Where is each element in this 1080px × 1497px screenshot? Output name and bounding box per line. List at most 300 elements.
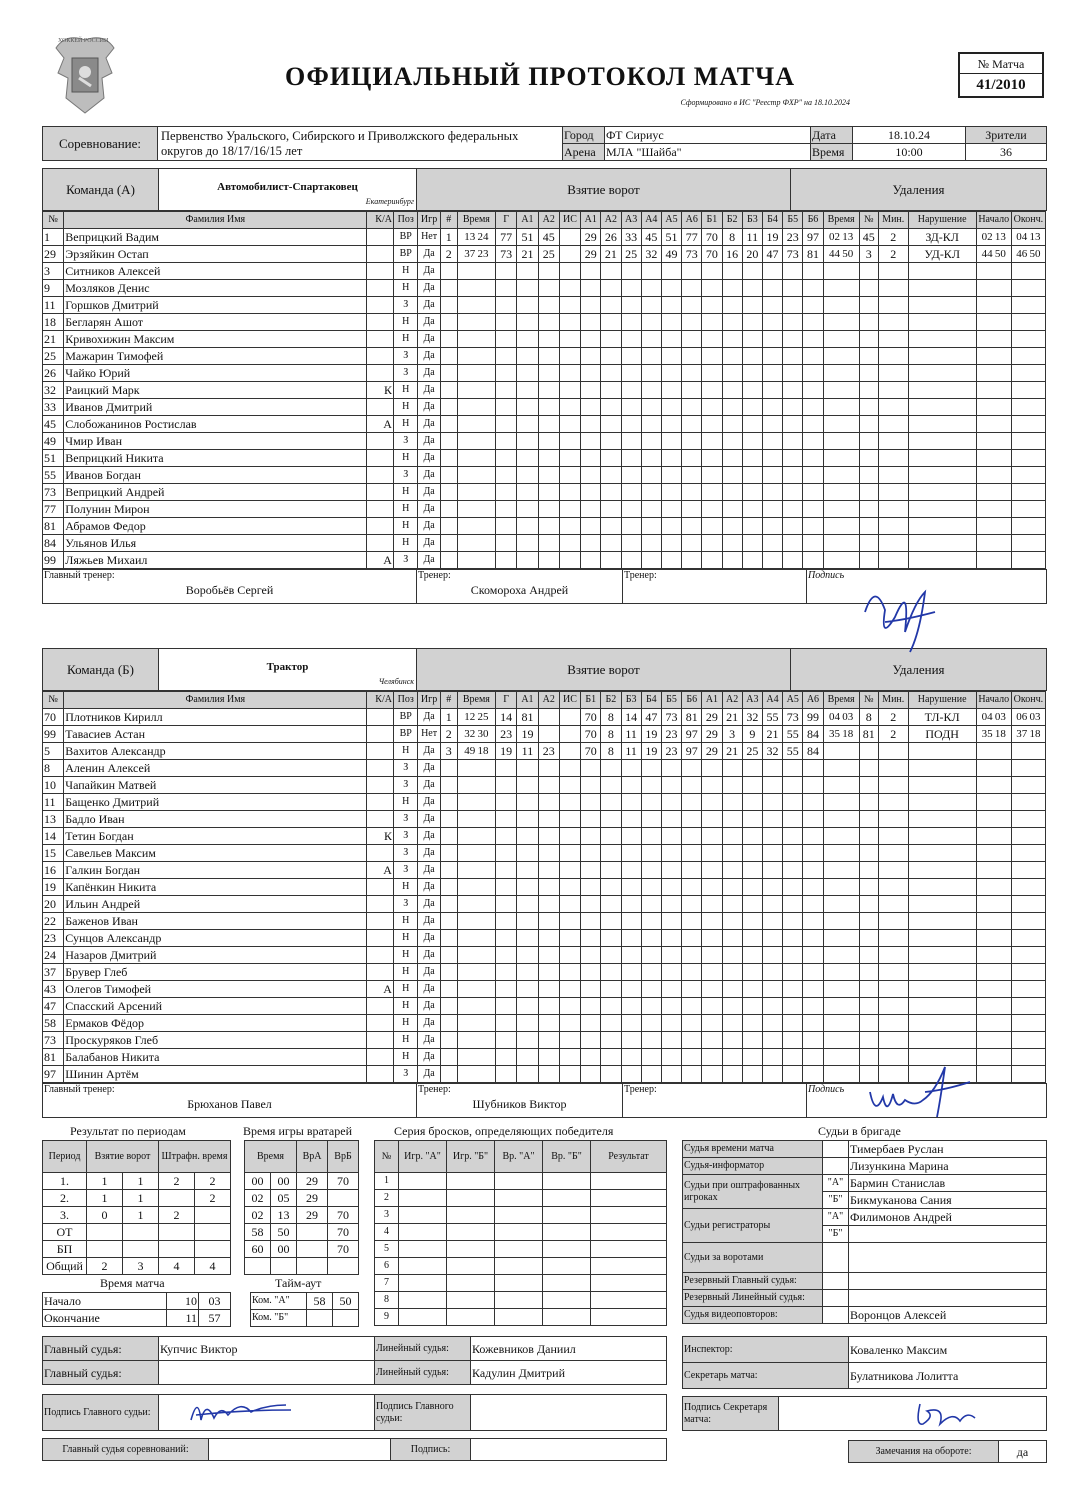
goal-cell: 8: [601, 743, 621, 760]
signature-secretary-icon: [905, 1396, 985, 1432]
goal-cell: [457, 896, 495, 913]
goal-cell: 19: [641, 743, 661, 760]
player-position: З: [393, 896, 417, 913]
penalty-cell: [823, 263, 859, 280]
column-header: Фамилия Имя: [64, 212, 367, 229]
gk-cell: 70: [328, 1241, 359, 1258]
goal-cell: [559, 760, 580, 777]
player-number: 43: [43, 981, 64, 998]
timeout-title: Тайм-аут: [275, 1276, 322, 1290]
penalty-cell: [878, 947, 908, 964]
end-label: Окончание: [43, 1310, 167, 1327]
goal-cell: [538, 331, 559, 348]
goal-cell: [621, 794, 641, 811]
player-position: Н: [393, 331, 417, 348]
penalty-cell: [823, 297, 859, 314]
goal-cell: [762, 981, 782, 998]
penalty-cell: [823, 331, 859, 348]
goal-cell: [559, 845, 580, 862]
goal-cell: [783, 964, 803, 981]
arena-label: Арена: [563, 144, 605, 161]
period-cell: [87, 1241, 123, 1258]
goal-cell: [803, 399, 823, 416]
goal-cell: [538, 947, 559, 964]
player-role: [367, 845, 394, 862]
penalty-cell: 8: [859, 709, 878, 726]
match-number-box: [958, 52, 1044, 98]
goal-cell: 81: [517, 709, 538, 726]
penalty-cell: [1011, 314, 1045, 331]
player-row: [43, 399, 1046, 416]
goal-cell: [517, 1015, 538, 1032]
shootout-cell: [591, 1190, 667, 1207]
player-row: [43, 845, 1046, 862]
official-name: [849, 1290, 1047, 1307]
team-label: Команда (Б): [43, 649, 159, 691]
goal-cell: [661, 845, 681, 862]
player-role: [367, 879, 394, 896]
goal-cell: 1: [440, 229, 457, 246]
column-header: №: [859, 212, 878, 229]
goal-cell: [742, 535, 762, 552]
goal-cell: [440, 828, 457, 845]
city-value: ФТ Сириус: [605, 127, 811, 144]
player-position: ВР: [393, 229, 417, 246]
column-header: А2: [538, 212, 559, 229]
goal-cell: [496, 416, 517, 433]
goal-cell: [722, 862, 742, 879]
goal-cell: [601, 501, 621, 518]
penalty-cell: [878, 263, 908, 280]
goal-cell: [621, 828, 641, 845]
goal-cell: [661, 981, 681, 998]
shootout-cell: [399, 1309, 447, 1326]
competition-label: Соревнование:: [43, 127, 158, 161]
goal-cell: [559, 263, 580, 280]
player-role: [367, 777, 394, 794]
official-side: [823, 1141, 849, 1158]
goal-cell: [457, 794, 495, 811]
goal-cell: 32: [762, 743, 782, 760]
penalty-cell: [976, 998, 1011, 1015]
goal-cell: [601, 1049, 621, 1066]
goal-cell: [496, 947, 517, 964]
goal-cell: [803, 879, 823, 896]
spectators-label: Зрители: [966, 127, 1047, 144]
player-name: Бащенко Дмитрий: [64, 794, 367, 811]
penalty-cell: [1011, 811, 1045, 828]
player-position: З: [393, 845, 417, 862]
column-header: #: [440, 212, 457, 229]
player-role: [367, 297, 394, 314]
player-position: З: [393, 1066, 417, 1083]
goal-cell: [783, 365, 803, 382]
goal-cell: 8: [601, 726, 621, 743]
player-position: З: [393, 467, 417, 484]
start-min: 03: [199, 1293, 231, 1310]
goal-cell: [641, 828, 661, 845]
penalty-cell: [823, 845, 859, 862]
penalty-cell: [878, 777, 908, 794]
goal-cell: [742, 416, 762, 433]
goal-cell: [621, 399, 641, 416]
player-position: Н: [393, 794, 417, 811]
end-hour: 11: [167, 1310, 199, 1327]
column-header: №: [859, 692, 878, 709]
penalty-cell: [1011, 484, 1045, 501]
goal-cell: [559, 280, 580, 297]
goal-cell: [661, 263, 681, 280]
player-row: [43, 263, 1046, 280]
secretary-label: Секретарь матча:: [683, 1363, 849, 1389]
time-label: Время: [811, 144, 853, 161]
goal-cell: [762, 331, 782, 348]
penalty-cell: [859, 947, 878, 964]
goal-cell: [722, 828, 742, 845]
shootout-cell: [591, 1173, 667, 1190]
shootout-cell: [399, 1173, 447, 1190]
goal-cell: [559, 794, 580, 811]
goal-cell: [457, 998, 495, 1015]
goal-cell: [742, 828, 762, 845]
goal-cell: [457, 862, 495, 879]
penalty-cell: [823, 862, 859, 879]
goal-cell: [581, 467, 601, 484]
periods-title: Результат по периодам: [70, 1124, 186, 1138]
player-name: Спасский Арсений: [64, 998, 367, 1015]
penalty-cell: [878, 365, 908, 382]
goal-cell: [601, 552, 621, 569]
gk-cell: 02: [245, 1190, 271, 1207]
gk-row: [245, 1241, 359, 1258]
goal-cell: [783, 947, 803, 964]
goal-cell: [538, 777, 559, 794]
penalty-cell: [976, 896, 1011, 913]
goal-cell: [621, 535, 641, 552]
goal-cell: [457, 1049, 495, 1066]
penalty-cell: 04 13: [1011, 229, 1045, 246]
goal-cell: [783, 760, 803, 777]
player-position: З: [393, 433, 417, 450]
goal-cell: [783, 913, 803, 930]
shootout-number: 1: [375, 1173, 399, 1190]
goal-cell: 45: [538, 229, 559, 246]
goal-cell: [682, 331, 702, 348]
goal-cell: [559, 862, 580, 879]
goal-cell: 45: [641, 229, 661, 246]
player-row: [43, 246, 1046, 263]
goal-cell: [762, 760, 782, 777]
column-header: Б5: [661, 692, 681, 709]
gk-cell: 29: [297, 1207, 328, 1224]
goal-cell: 37 23: [457, 246, 495, 263]
goal-cell: [722, 947, 742, 964]
period-cell: [195, 1224, 231, 1241]
player-row: [43, 331, 1046, 348]
player-row: [43, 467, 1046, 484]
goal-cell: [742, 552, 762, 569]
period-cell: 1: [123, 1173, 159, 1190]
goal-cell: [783, 1066, 803, 1083]
goal-cell: [496, 331, 517, 348]
player-position: Н: [393, 879, 417, 896]
goal-cell: 32 30: [457, 726, 495, 743]
goal-cell: [538, 1032, 559, 1049]
goal-cell: 29: [702, 726, 722, 743]
penalty-cell: [823, 1066, 859, 1083]
goal-cell: [601, 433, 621, 450]
shootout-cell: [495, 1275, 543, 1292]
official-row: [683, 1243, 1047, 1273]
goal-cell: [783, 930, 803, 947]
goal-cell: [601, 930, 621, 947]
goal-cell: [641, 314, 661, 331]
penalty-cell: [859, 399, 878, 416]
penalty-cell: [976, 777, 1011, 794]
official-role: Судья видеоповторов:: [683, 1307, 823, 1324]
goal-cell: [803, 964, 823, 981]
penalty-cell: [1011, 552, 1045, 569]
gk-row: [245, 1224, 359, 1241]
inspector: Коваленко Максим: [849, 1337, 1047, 1363]
field-label: Главный тренер:: [44, 570, 115, 581]
goal-cell: [722, 263, 742, 280]
officials-title: Судьи в бригаде: [818, 1124, 901, 1138]
goal-cell: [661, 777, 681, 794]
goal-cell: [742, 896, 762, 913]
goal-cell: [496, 1032, 517, 1049]
penalty-cell: [878, 450, 908, 467]
goal-cell: [803, 947, 823, 964]
goal-cell: [682, 348, 702, 365]
goal-cell: [496, 879, 517, 896]
player-role: [367, 998, 394, 1015]
goal-cell: [601, 263, 621, 280]
penalty-cell: 44 50: [823, 246, 859, 263]
penalty-cell: [976, 501, 1011, 518]
team-roster-table: [42, 211, 1046, 569]
player-row: [43, 433, 1046, 450]
goal-cell: [682, 981, 702, 998]
goal-cell: [621, 862, 641, 879]
team-label: Команда (А): [43, 169, 159, 211]
city-label: Город: [563, 127, 605, 144]
penalty-cell: [908, 1015, 976, 1032]
period-cell: [87, 1224, 123, 1241]
player-name: Кривохижин Максим: [64, 331, 367, 348]
player-name: Абрамов Федор: [64, 518, 367, 535]
penalty-cell: [1011, 964, 1045, 981]
competition-ref-table: [42, 1438, 667, 1461]
goal-cell: [517, 777, 538, 794]
goal-cell: [496, 433, 517, 450]
penalty-cell: [878, 845, 908, 862]
shootout-header: Результат: [591, 1141, 667, 1173]
period-cell: 1: [87, 1190, 123, 1207]
spectators-value: 36: [966, 144, 1047, 161]
field-label: Подпись: [808, 1084, 845, 1095]
penalty-cell: [976, 518, 1011, 535]
penalty-cell: [976, 484, 1011, 501]
player-played: Да: [418, 947, 440, 964]
player-played: Да: [418, 930, 440, 947]
penalty-cell: [859, 828, 878, 845]
goal-cell: [559, 913, 580, 930]
player-name: Вахитов Александр: [64, 743, 367, 760]
player-number: 99: [43, 552, 64, 569]
penalty-cell: [976, 760, 1011, 777]
penalty-cell: [859, 930, 878, 947]
goal-cell: [783, 998, 803, 1015]
player-played: Да: [418, 450, 440, 467]
penalty-cell: [908, 879, 976, 896]
shootout-cell: [543, 1207, 591, 1224]
penalty-cell: [878, 297, 908, 314]
goal-cell: [621, 879, 641, 896]
penalty-cell: [823, 879, 859, 896]
player-name: Ермаков Фёдор: [64, 1015, 367, 1032]
penalty-cell: [859, 467, 878, 484]
goal-cell: [803, 365, 823, 382]
gk-cell: 13: [271, 1207, 297, 1224]
goal-cell: [722, 1049, 742, 1066]
goal-cell: [496, 280, 517, 297]
penalty-cell: [823, 743, 859, 760]
goal-cell: [517, 896, 538, 913]
official-name: [849, 1226, 1047, 1243]
shootout-cell: [495, 1224, 543, 1241]
goal-cell: [517, 913, 538, 930]
penalty-cell: [908, 518, 976, 535]
column-header: А4: [762, 692, 782, 709]
column-header: А1: [581, 212, 601, 229]
column-header: К/А: [367, 212, 394, 229]
goal-cell: [517, 981, 538, 998]
shootout-cell: [543, 1190, 591, 1207]
penalty-cell: [823, 760, 859, 777]
period-cell: [123, 1224, 159, 1241]
column-header: Поз: [393, 212, 417, 229]
goal-cell: [661, 552, 681, 569]
goal-cell: [702, 382, 722, 399]
goal-cell: [722, 416, 742, 433]
goal-cell: [559, 365, 580, 382]
goal-cell: [457, 433, 495, 450]
goal-cell: 29: [581, 229, 601, 246]
player-position: Н: [393, 484, 417, 501]
penalties-header: Удаления: [791, 649, 1047, 691]
goal-cell: [783, 862, 803, 879]
signature-b-icon: [865, 1062, 975, 1122]
column-header: Г: [496, 212, 517, 229]
goal-cell: [601, 314, 621, 331]
penalties-header: Удаления: [791, 169, 1047, 211]
main-ref2: [159, 1361, 375, 1385]
penalty-cell: [878, 382, 908, 399]
player-played: Да: [418, 1032, 440, 1049]
goal-cell: [742, 947, 762, 964]
goal-cell: [783, 535, 803, 552]
penalty-cell: [1011, 467, 1045, 484]
goal-cell: [621, 552, 641, 569]
goal-cell: [601, 777, 621, 794]
goal-cell: [601, 331, 621, 348]
goal-cell: [581, 348, 601, 365]
goal-cell: [440, 981, 457, 998]
goal-cell: 11: [742, 229, 762, 246]
official-role: Резервный Главный судья:: [683, 1273, 823, 1290]
player-row: [43, 229, 1046, 246]
goal-cell: [682, 416, 702, 433]
goal-cell: [702, 964, 722, 981]
goal-cell: [742, 501, 762, 518]
official-row: [683, 1273, 1047, 1290]
player-row: [43, 743, 1046, 760]
penalty-cell: [908, 501, 976, 518]
player-role: [367, 1066, 394, 1083]
goal-cell: [581, 484, 601, 501]
penalty-cell: [908, 896, 976, 913]
goal-cell: [457, 1066, 495, 1083]
goal-cell: [702, 263, 722, 280]
goal-cell: [440, 280, 457, 297]
player-position: З: [393, 348, 417, 365]
player-name: Плотников Кирилл: [64, 709, 367, 726]
column-header: #: [440, 692, 457, 709]
player-role: [367, 743, 394, 760]
line-ref1: Кожевников Даниил: [471, 1337, 667, 1361]
penalty-cell: 46 50: [1011, 246, 1045, 263]
goal-cell: [517, 794, 538, 811]
goal-cell: [581, 794, 601, 811]
goal-cell: [517, 552, 538, 569]
goal-cell: [440, 930, 457, 947]
goal-cell: [702, 416, 722, 433]
player-name: Раицкий Марк: [64, 382, 367, 399]
goal-cell: [641, 896, 661, 913]
player-name: Савельев Максим: [64, 845, 367, 862]
goal-cell: 11: [621, 743, 641, 760]
goal-cell: [621, 1066, 641, 1083]
penalty-cell: [823, 382, 859, 399]
goal-cell: [496, 297, 517, 314]
time-value: 10:00: [853, 144, 966, 161]
period-cell: ОТ: [43, 1224, 87, 1241]
goal-cell: [742, 879, 762, 896]
goal-cell: [641, 913, 661, 930]
official-name: Филимонов Андрей: [849, 1209, 1047, 1226]
goal-cell: [661, 913, 681, 930]
goal-cell: [762, 382, 782, 399]
penalty-cell: [859, 433, 878, 450]
goal-cell: [601, 862, 621, 879]
goal-cell: [496, 501, 517, 518]
penalty-cell: [1011, 981, 1045, 998]
player-name: Иванов Богдан: [64, 467, 367, 484]
goal-cell: [496, 450, 517, 467]
penalty-cell: [859, 777, 878, 794]
column-header: А3: [621, 212, 641, 229]
official-side: [823, 1273, 849, 1290]
goals-header: Взятие ворот: [417, 169, 791, 211]
goal-cell: [601, 896, 621, 913]
player-played: Да: [418, 467, 440, 484]
column-header: Оконч.: [1011, 692, 1045, 709]
penalty-cell: [878, 811, 908, 828]
player-position: Н: [393, 1032, 417, 1049]
field-value: Брюханов Павел: [187, 1097, 272, 1111]
player-name: Проскуряков Глеб: [64, 1032, 367, 1049]
